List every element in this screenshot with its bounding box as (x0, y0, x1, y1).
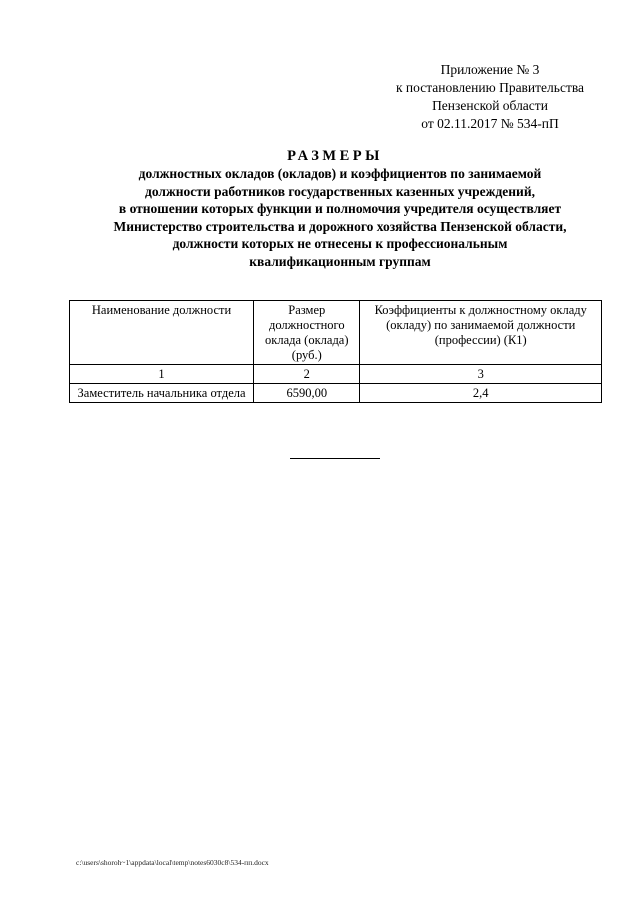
subtitle-line: Министерство строительства и дорожного хозяйства Пензенской области, (113, 218, 567, 234)
subtitle-line: должности работников государственных казенных учреждений, (145, 183, 535, 199)
column-number: 3 (360, 365, 602, 384)
table-header-row (70, 301, 602, 365)
document-title: РАЗМЕРЫ (287, 148, 383, 164)
subtitle-line: в отношении которых функции и полномочия учредителя осуществляет (118, 201, 562, 216)
column-number: 1 (70, 365, 254, 384)
column-number: 2 (254, 365, 360, 384)
subtitle-line: должности которых не отнесены к профессиональным (172, 236, 508, 251)
cell-coefficient: 2,4 (360, 384, 602, 403)
document-subtitle (60, 165, 620, 270)
table-row (70, 384, 602, 403)
footer-file-path: c:\users\shoroh~1\appdata\local\temp\notes6030c8\534-пп.docx (76, 858, 269, 867)
end-separator-line (290, 458, 380, 459)
cell-salary: 6590,00 (254, 384, 360, 403)
appendix-line: Пензенской области (432, 98, 548, 113)
subtitle-line: должностных окладов (окладов) и коэффициентов по занимаемой (138, 166, 542, 181)
appendix-line: от 02.11.2017 № 534-пП (421, 116, 559, 131)
header-salary-size: Размер должностного оклада (оклада) (руб.) (254, 301, 360, 365)
table-column-number-row (70, 365, 602, 384)
header-coefficient: Коэффициенты к должностному окладу (окладу) по занимаемой должности (профессии) (К1) (360, 301, 602, 365)
header-position-name: Наименование должности (70, 301, 254, 365)
subtitle-line: квалификационным группам (249, 253, 431, 269)
appendix-block (370, 61, 610, 133)
cell-position-name: Заместитель начальника отдела (70, 384, 254, 403)
appendix-line: Приложение № 3 (440, 62, 540, 77)
appendix-line: к постановлению Правительства (395, 80, 585, 95)
salary-table (69, 300, 602, 403)
